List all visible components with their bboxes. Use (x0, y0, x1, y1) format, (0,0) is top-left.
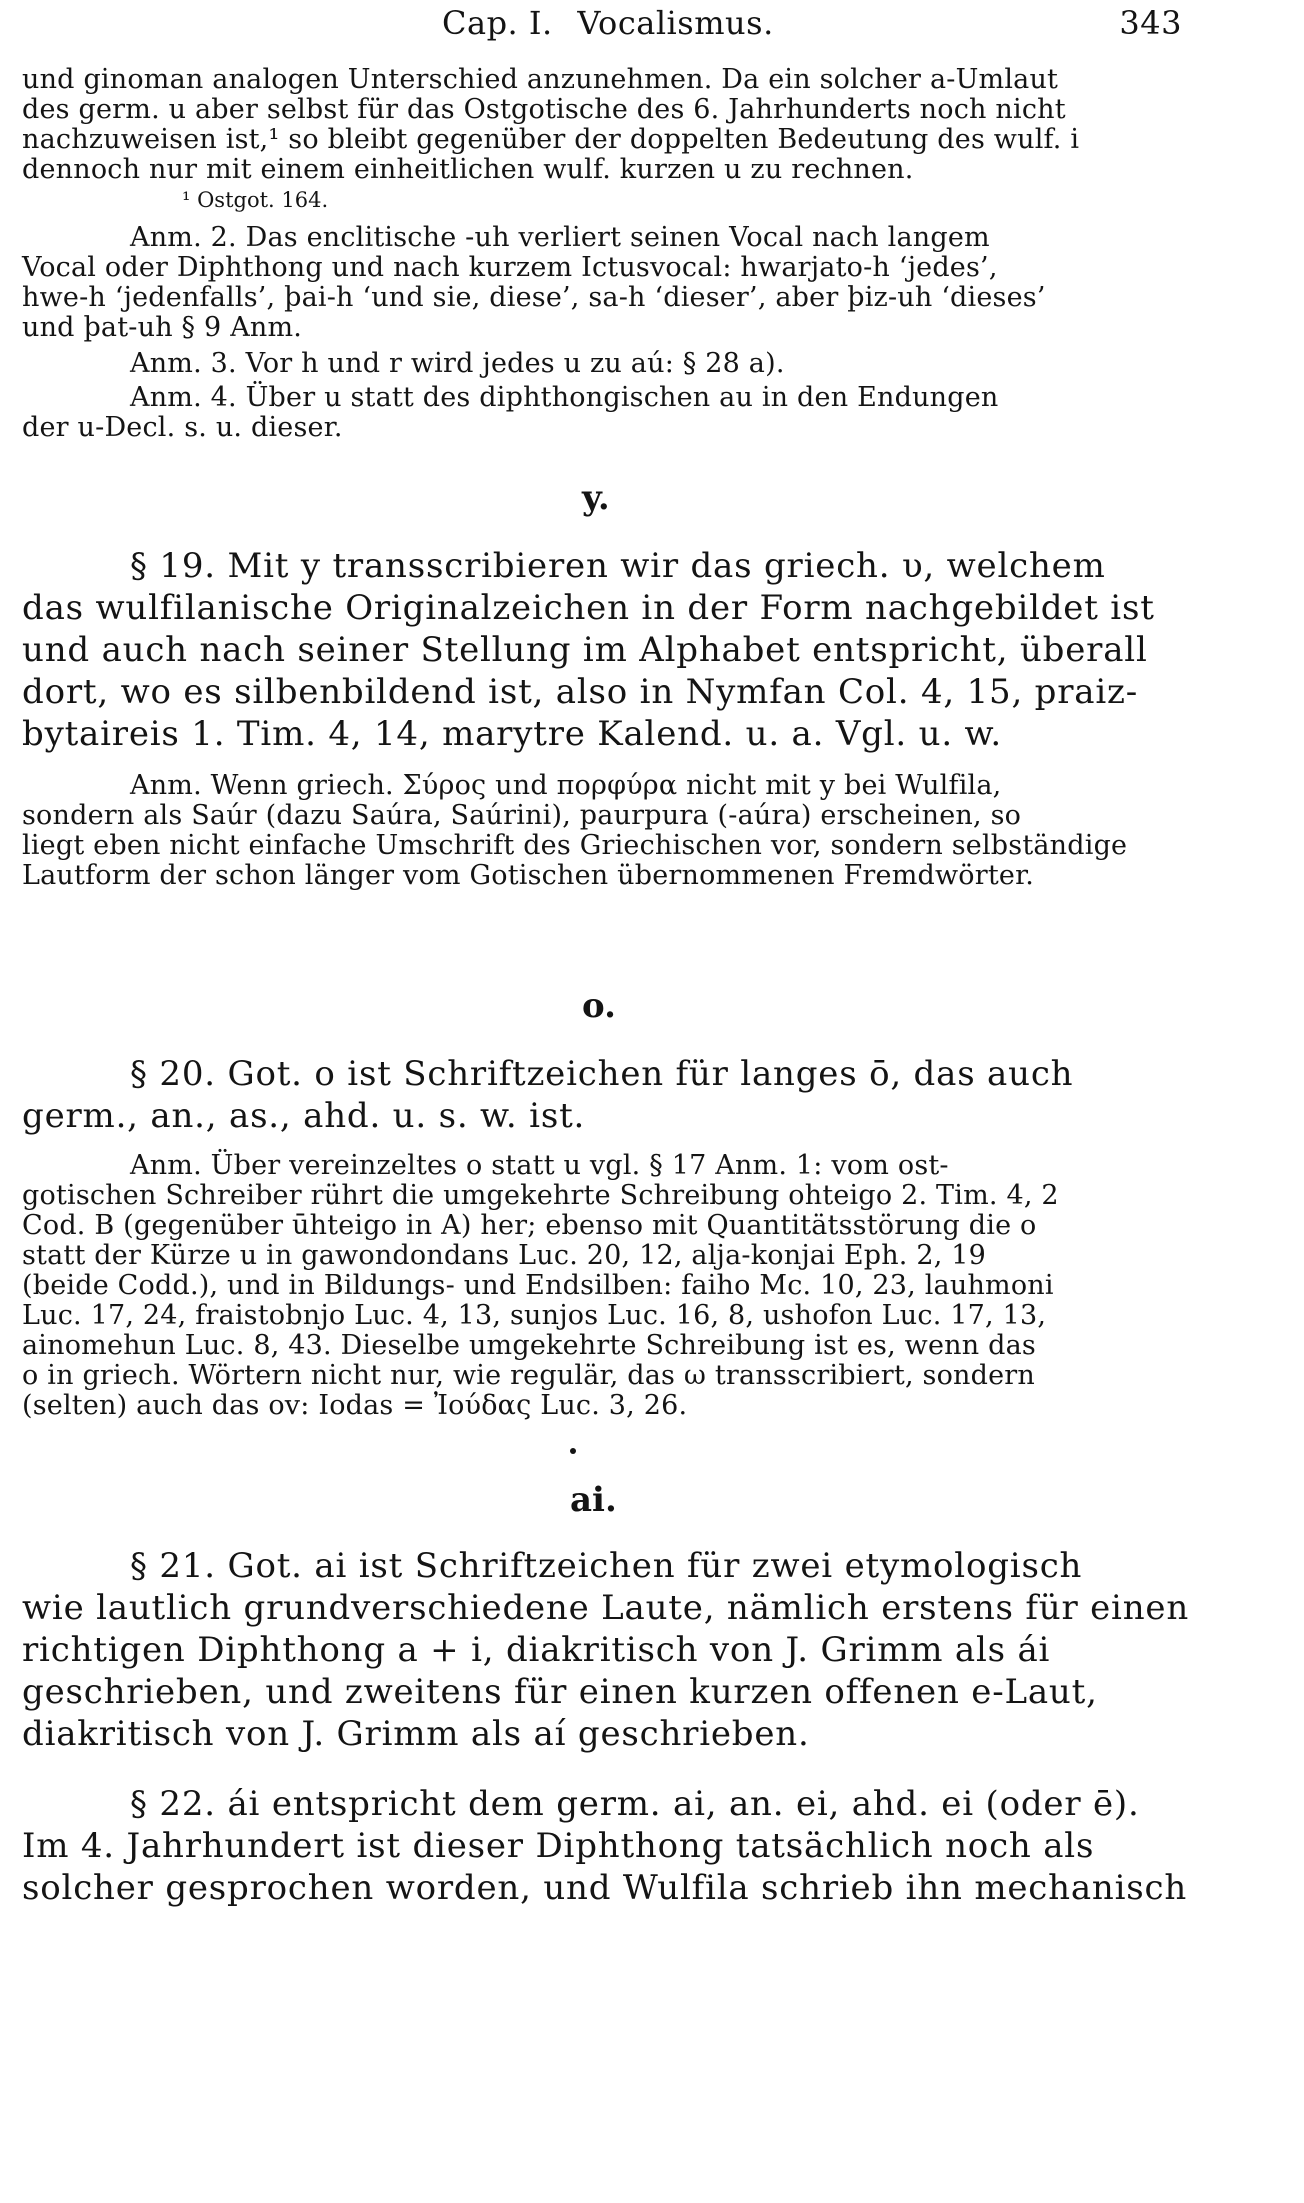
text-line: Luc. 17, 24, fraistobnjo Luc. 4, 13, sunjos Luc. 16, 8, ushofon Luc. 17, 13, (22, 1300, 1047, 1331)
running-header (442, 4, 1182, 42)
text-line: Im 4. Jahrhundert ist dieser Diphthong tatsächlich noch als (22, 1826, 1095, 1866)
text-line: ainomehun Luc. 8, 43. Dieselbe umgekehrte Schreibung ist es, wenn das (22, 1330, 1036, 1361)
text-line: statt der Kürze u in gawondondans Luc. 20, 12, alja-konjai Eph. 2, 19 (22, 1240, 987, 1271)
text-line: hwe-h ‘jedenfalls’, þai-h ‘und sie, diese’, sa-h ‘dieser’, aber þiz-uh ‘dieses’ (22, 282, 1046, 313)
text-line: § 21. Got. ai ist Schriftzeichen für zwei etymologisch (130, 1546, 1083, 1586)
text-line: geschrieben, und zweitens für einen kurzen offenen e-Laut, (22, 1672, 1098, 1712)
text-line: (selten) auch das ov: Iodas = Ἰούδας Luc. 3, 26. (22, 1390, 688, 1421)
section-heading-ai: ai. (570, 1480, 617, 1520)
text-line: germ., an., as., ahd. u. s. w. ist. (22, 1096, 586, 1136)
text-line: richtigen Diphthong a + i, diakritisch von J. Grimm als ái (22, 1630, 1051, 1670)
text-line: diakritisch von J. Grimm als aí geschrieben. (22, 1714, 810, 1754)
text-line: Vocal oder Diphthong und nach kurzem Ictusvocal: hwarjato-h ‘jedes’, (22, 252, 998, 283)
text-line: bytaireis 1. Tim. 4, 14, marytre Kalend. u. a. Vgl. u. w. (22, 714, 1003, 754)
text-line: das wulfilanische Originalzeichen in der Form nachgebildet ist (22, 588, 1155, 628)
text-line: Anm. 3. Vor h und r wird jedes u zu aú: § 28 a). (130, 348, 785, 379)
text-line: und ginoman analogen Unterschied anzunehmen. Da ein solcher a-Umlaut (22, 64, 1059, 95)
print-mark (570, 1448, 576, 1454)
text-line: § 19. Mit y transscribieren wir das griech. υ, welchem (130, 546, 1106, 586)
text-line: und auch nach seiner Stellung im Alphabet entspricht, überall (22, 630, 1148, 670)
section-heading-o: o. (582, 986, 616, 1026)
text-line: dennoch nur mit einem einheitlichen wulf. kurzen u zu rechnen. (22, 154, 914, 185)
text-line: und þat-uh § 9 Anm. (22, 312, 303, 343)
text-line: § 20. Got. o ist Schriftzeichen für langes ō, das auch (130, 1054, 1074, 1094)
text-line: nachzuweisen ist,¹ so bleibt gegenüber der doppelten Bedeutung des wulf. i (22, 124, 1080, 155)
text-line: solcher gesprochen worden, und Wulfila schrieb ihn mechanisch (22, 1868, 1188, 1908)
text-line: (beide Codd.), und in Bildungs- und Endsilben: faiho Mc. 10, 23, lauhmoni (22, 1270, 1054, 1301)
text-line: o in griech. Wörtern nicht nur, wie regulär, das ω transscribiert, sondern (22, 1360, 1035, 1391)
text-line: des germ. u aber selbst für das Ostgotische des 6. Jahrhunderts noch nicht (22, 94, 1066, 125)
text-line: dort, wo es silbenbildend ist, also in Nymfan Col. 4, 15, praiz- (22, 672, 1139, 712)
text-line: Anm. Über vereinzeltes o statt u vgl. § 17 Anm. 1: vom ost- (130, 1150, 949, 1181)
text-line: Anm. 2. Das enclitische -uh verliert seinen Vocal nach langem (130, 222, 990, 253)
page-number: 343 (1119, 4, 1182, 42)
chapter-label: Cap. I. (442, 4, 553, 42)
footnote: ¹ Ostgot. 164. (182, 188, 329, 212)
text-line: Lautform der schon länger vom Gotischen übernommenen Fremdwörter. (22, 860, 1034, 891)
text-line: gotischen Schreiber rührt die umgekehrte Schreibung ohteigo 2. Tim. 4, 2 (22, 1180, 1059, 1211)
book-page (22, 0, 1190, 2203)
text-line: liegt eben nicht einfache Umschrift des Griechischen vor, sondern selbständige (22, 830, 1128, 861)
text-line: sondern als Saúr (dazu Saúra, Saúrini), paurpura (-aúra) erscheinen, so (22, 800, 1022, 831)
text-line: § 22. ái entspricht dem germ. ai, an. ei, ahd. ei (oder ē). (130, 1784, 1140, 1824)
text-line: Cod. B (gegenüber ūhteigo in A) her; ebenso mit Quantitätsstörung die o (22, 1210, 1037, 1241)
section-heading-y: y. (582, 478, 610, 518)
text-line: wie lautlich grundverschiedene Laute, nämlich erstens für einen (22, 1588, 1190, 1628)
text-line: der u-Decl. s. u. dieser. (22, 412, 343, 443)
text-line: Anm. 4. Über u statt des diphthongischen au in den Endungen (130, 382, 999, 413)
chapter-title: Vocalismus. (577, 4, 774, 42)
text-line: Anm. Wenn griech. Σύρος und πορφύρα nicht mit y bei Wulfila, (130, 770, 1002, 801)
